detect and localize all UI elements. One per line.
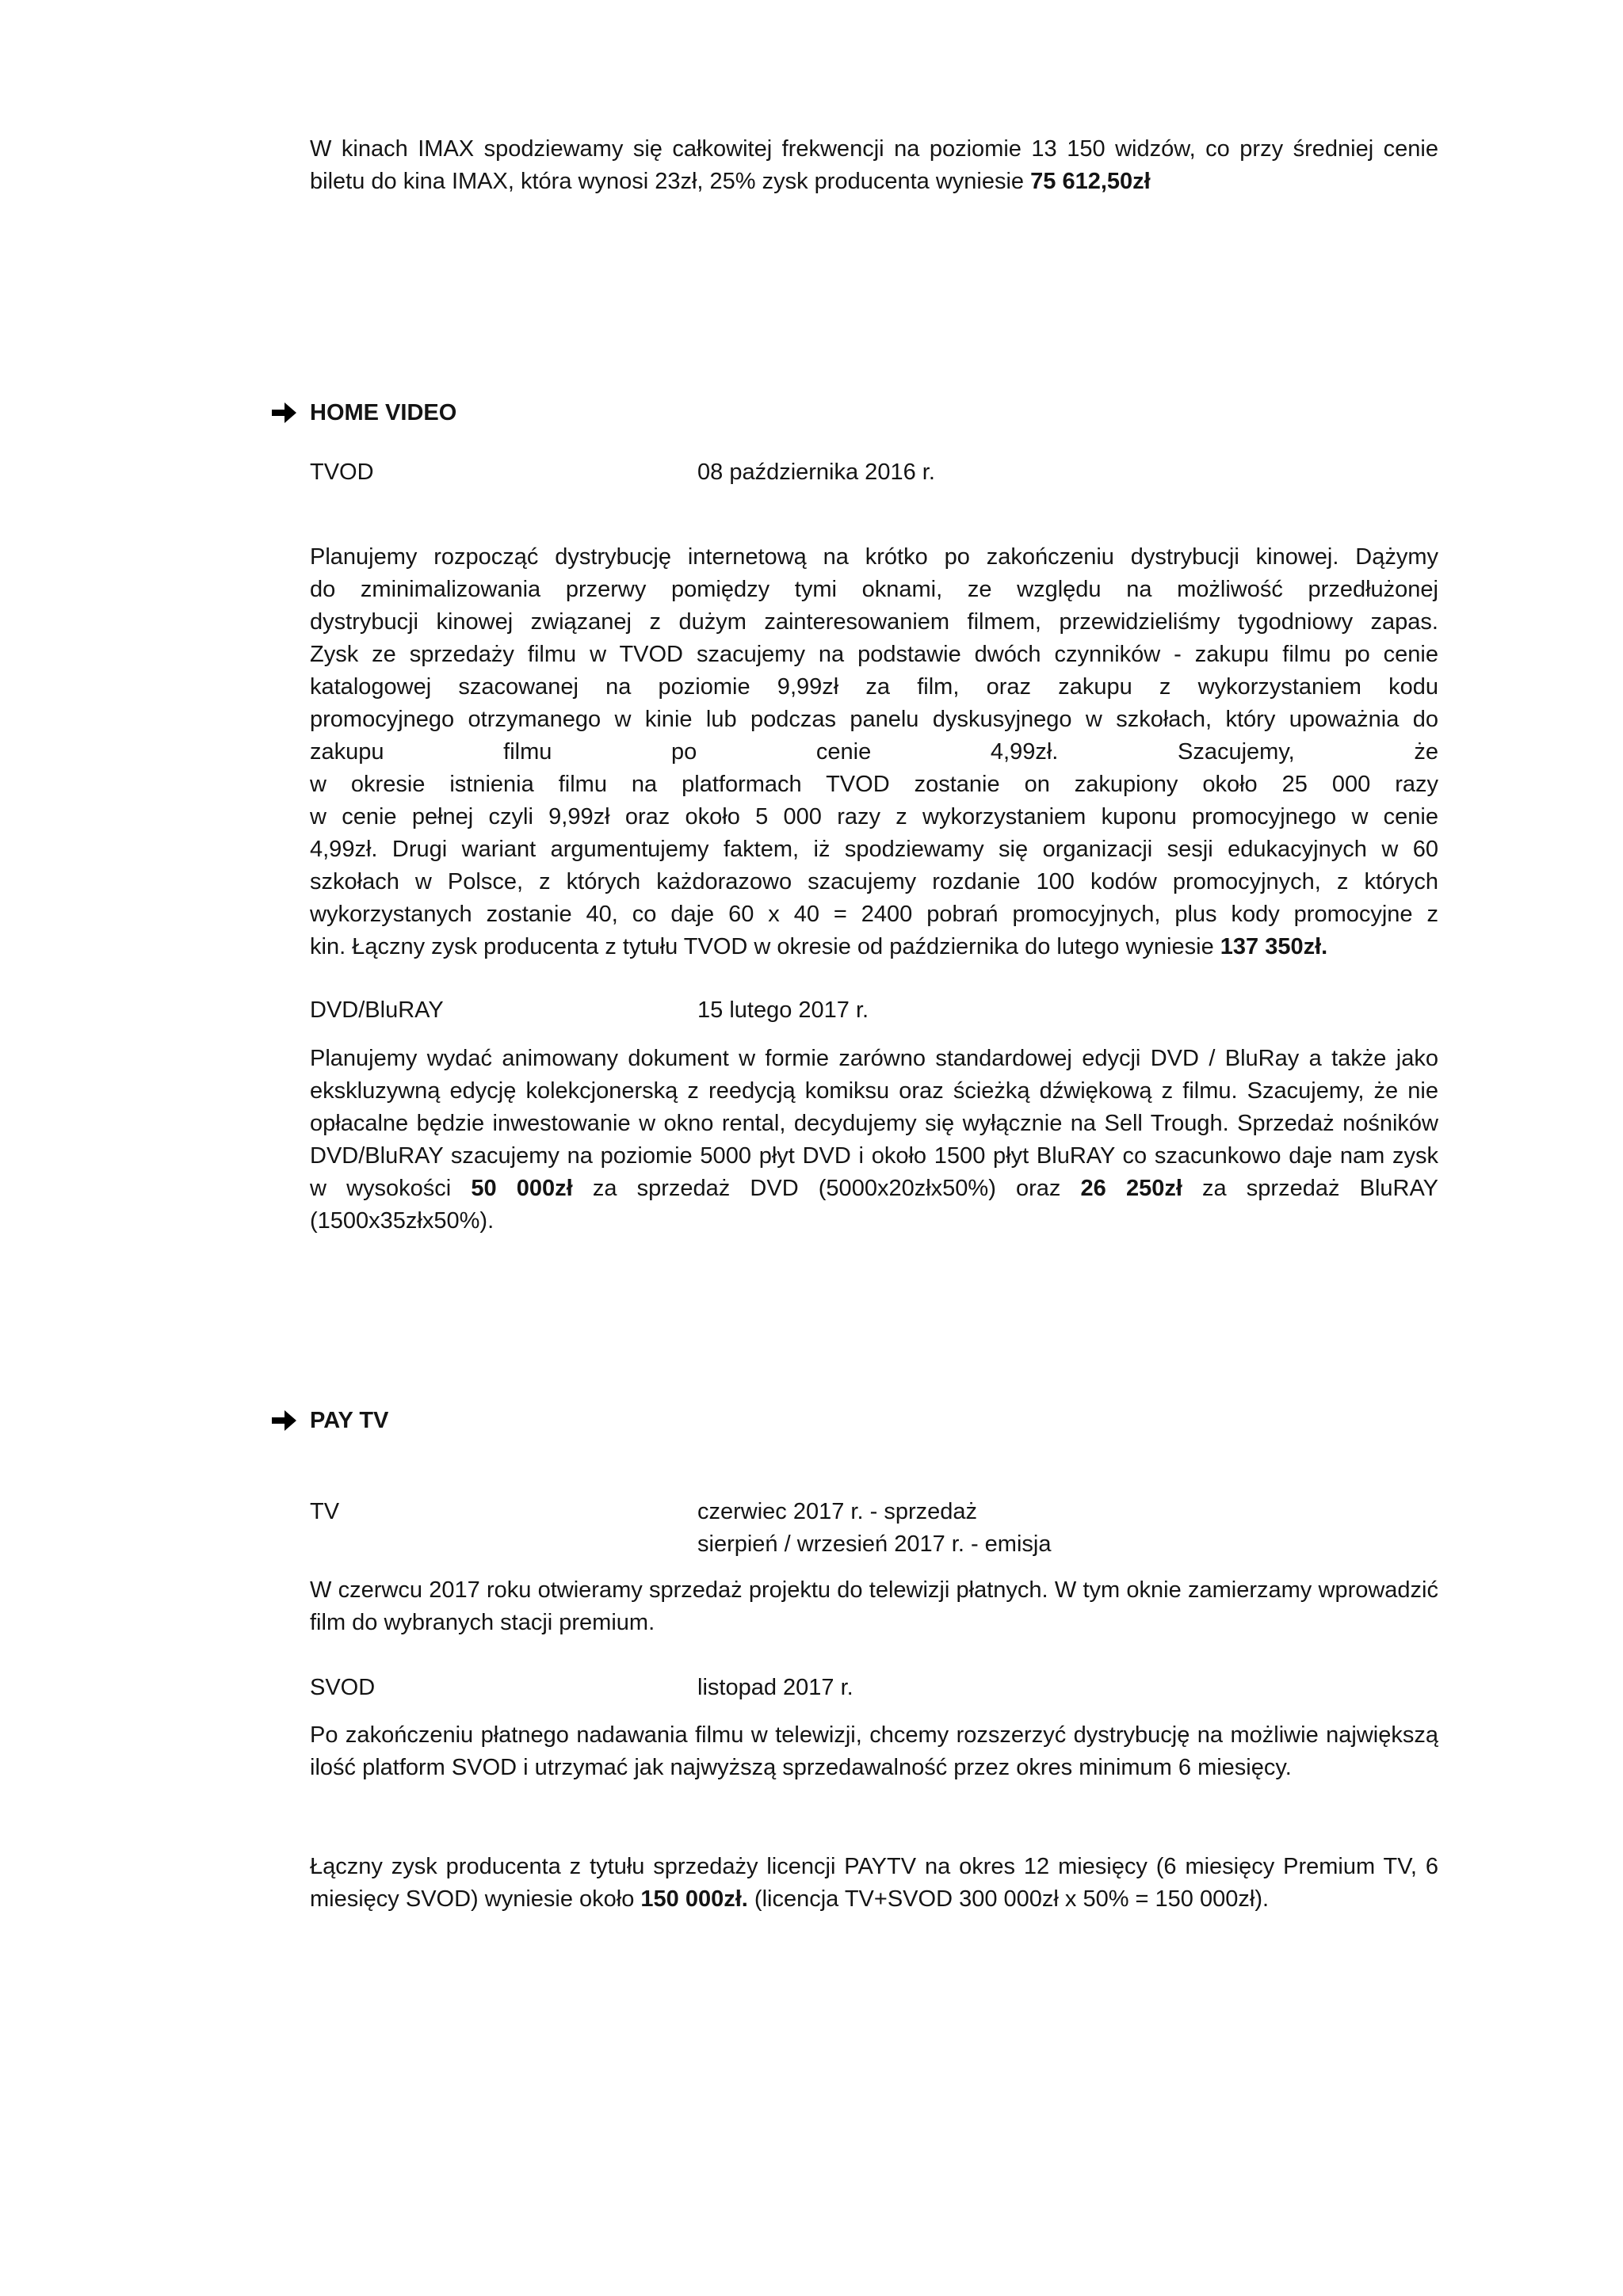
dvd-text: Planujemy wydać animowany dokument w formie zarówno standardowej edycji DVD / BluRay a także jako ekskluzywną edycję kolekcjonerską z reedycją komiksu oraz ścieżką dźwiękową z filmu. Szacujemy, że nie opłacalne będzie inwestowanie w okno rental, decydujemy się wyłącznie na Sell Trough. Sprzedaż nośników DVD/BluRAY szacujemy na poziomie 5000 płyt DVD i około 1500 płyt BluRAY co szacunkowo daje nam zysk w wysokości bbox=[310, 1046, 1438, 1201]
tvod-line: katalogowej szacowanej na poziomie 9,99zł za film, oraz zakupu z wykorzystaniem kodu bbox=[310, 674, 1438, 700]
bluray-amount: 26 250zł bbox=[1080, 1176, 1182, 1201]
tvod-line: Planujemy rozpocząć dystrybucję internetową na krótko po zakończeniu dystrybucji kinowej. Dążymy bbox=[310, 544, 1438, 570]
pay-tv-heading bbox=[270, 1405, 666, 1437]
tv-paragraph: W czerwcu 2017 roku otwieramy sprzedaż projektu do telewizji płatnych. W tym oknie zamierzamy wprowadzić film do wybranych stacji premium. bbox=[310, 1577, 1438, 1635]
tvod-last-line-text: kin. Łączny zysk producenta z tytułu TVOD w okresie od października do lutego wyniesie bbox=[310, 934, 1220, 959]
summary-text: (licencja TV+SVOD 300 000zł x 50% = 150 000zł). bbox=[747, 1886, 1270, 1912]
tvod-line: w okresie istnienia filmu na platformach TVOD zostanie on zakupiony około 25 000 razy bbox=[310, 772, 1438, 797]
tvod-line: szkołach w Polsce, z których każdorazowo szacujemy rozdanie 100 kodów promocyjnych, z których bbox=[310, 869, 1438, 894]
imax-amount: 75 612,50zł bbox=[1030, 169, 1151, 194]
dvd-row bbox=[310, 994, 1438, 1027]
tvod-date: 08 października 2016 r. bbox=[697, 460, 935, 485]
tvod-line: dystrybucji kinowej związanej z dużym zainteresowaniem filmem, przewidzieliśmy tygodniowy zapas. bbox=[310, 609, 1438, 635]
summary-text: Łączny zysk producenta z tytułu sprzedaży licencji PAYTV na okres 12 miesięcy (6 miesięcy Premium TV, 6 miesięcy SVOD) wyniesie około bbox=[310, 1854, 1438, 1912]
arrow-right-icon bbox=[270, 1406, 299, 1435]
tvod-line: do zminimalizowania przerwy pomiędzy tymi oknami, ze względu na możliwość przedłużonej bbox=[310, 577, 1438, 602]
tvod-last-line bbox=[310, 931, 1438, 963]
pay-tv-heading-text: PAY TV bbox=[310, 1408, 389, 1433]
dvd-label: DVD/BluRAY bbox=[310, 997, 444, 1023]
paytv-summary-paragraph bbox=[310, 1851, 1438, 1916]
svod-label: SVOD bbox=[310, 1675, 376, 1700]
tvod-amount: 137 350zł. bbox=[1220, 934, 1328, 959]
dvd-amount: 50 000zł bbox=[471, 1176, 573, 1201]
tvod-row bbox=[310, 456, 1438, 489]
dvd-date: 15 lutego 2017 r. bbox=[697, 997, 869, 1023]
tv-date-broadcast: sierpień / wrzesień 2017 r. - emisja bbox=[697, 1531, 1052, 1557]
tvod-line: promocyjnego otrzymanego w kinie lub podczas panelu dyskusyjnego w szkołach, który upoważnia do bbox=[310, 707, 1438, 732]
tvod-line: Zysk ze sprzedaży filmu w TVOD szacujemy na podstawie dwóch czynników - zakupu filmu po cenie bbox=[310, 642, 1438, 667]
tvod-line: w cenie pełnej czyli 9,99zł oraz około 5 000 razy z wykorzystaniem kuponu promocyjnego w cenie bbox=[310, 804, 1438, 830]
home-video-heading-text: HOME VIDEO bbox=[310, 400, 457, 425]
tvod-label: TVOD bbox=[310, 460, 374, 485]
imax-paragraph bbox=[310, 133, 1438, 198]
tv-row bbox=[310, 1496, 1438, 1561]
tvod-line: zakupu filmu po cenie 4,99zł. Szacujemy, że bbox=[310, 739, 1438, 765]
dvd-text: za sprzedaż BluRAY (1500x35złx50%). bbox=[310, 1176, 1438, 1234]
home-video-heading bbox=[270, 397, 666, 429]
svod-paragraph: Po zakończeniu płatnego nadawania filmu w telewizji, chcemy rozszerzyć dystrybucję na możliwie największą ilość platform SVOD i utrzymać jak najwyższą sprzedawalność przez okres minimum 6 miesięcy. bbox=[310, 1722, 1438, 1780]
dvd-text: za sprzedaż DVD (5000x20złx50%) oraz bbox=[572, 1176, 1081, 1201]
tv-label: TV bbox=[310, 1499, 340, 1524]
imax-text: W kinach IMAX spodziewamy się całkowitej frekwencji na poziomie 13 150 widzów, co przy średniej cenie biletu do kina IMAX, która wynosi 23zł, 25% zysk producenta wyniesie bbox=[310, 136, 1438, 194]
tvod-line: 4,99zł. Drugi wariant argumentujemy faktem, iż spodziewamy się organizacji sesji edukacyjnych w 60 bbox=[310, 837, 1438, 862]
tv-date-sale: czerwiec 2017 r. - sprzedaż bbox=[697, 1499, 977, 1524]
dvd-paragraph bbox=[310, 1043, 1438, 1238]
svod-date: listopad 2017 r. bbox=[697, 1675, 854, 1700]
tvod-line: wykorzystanych zostanie 40, co daje 60 x 40 = 2400 pobrań promocyjnych, plus kody promocyjne z bbox=[310, 902, 1438, 927]
arrow-right-icon bbox=[270, 399, 299, 427]
svod-row bbox=[310, 1672, 1438, 1704]
tvod-paragraph bbox=[310, 541, 1438, 963]
summary-amount: 150 000zł. bbox=[640, 1886, 748, 1912]
